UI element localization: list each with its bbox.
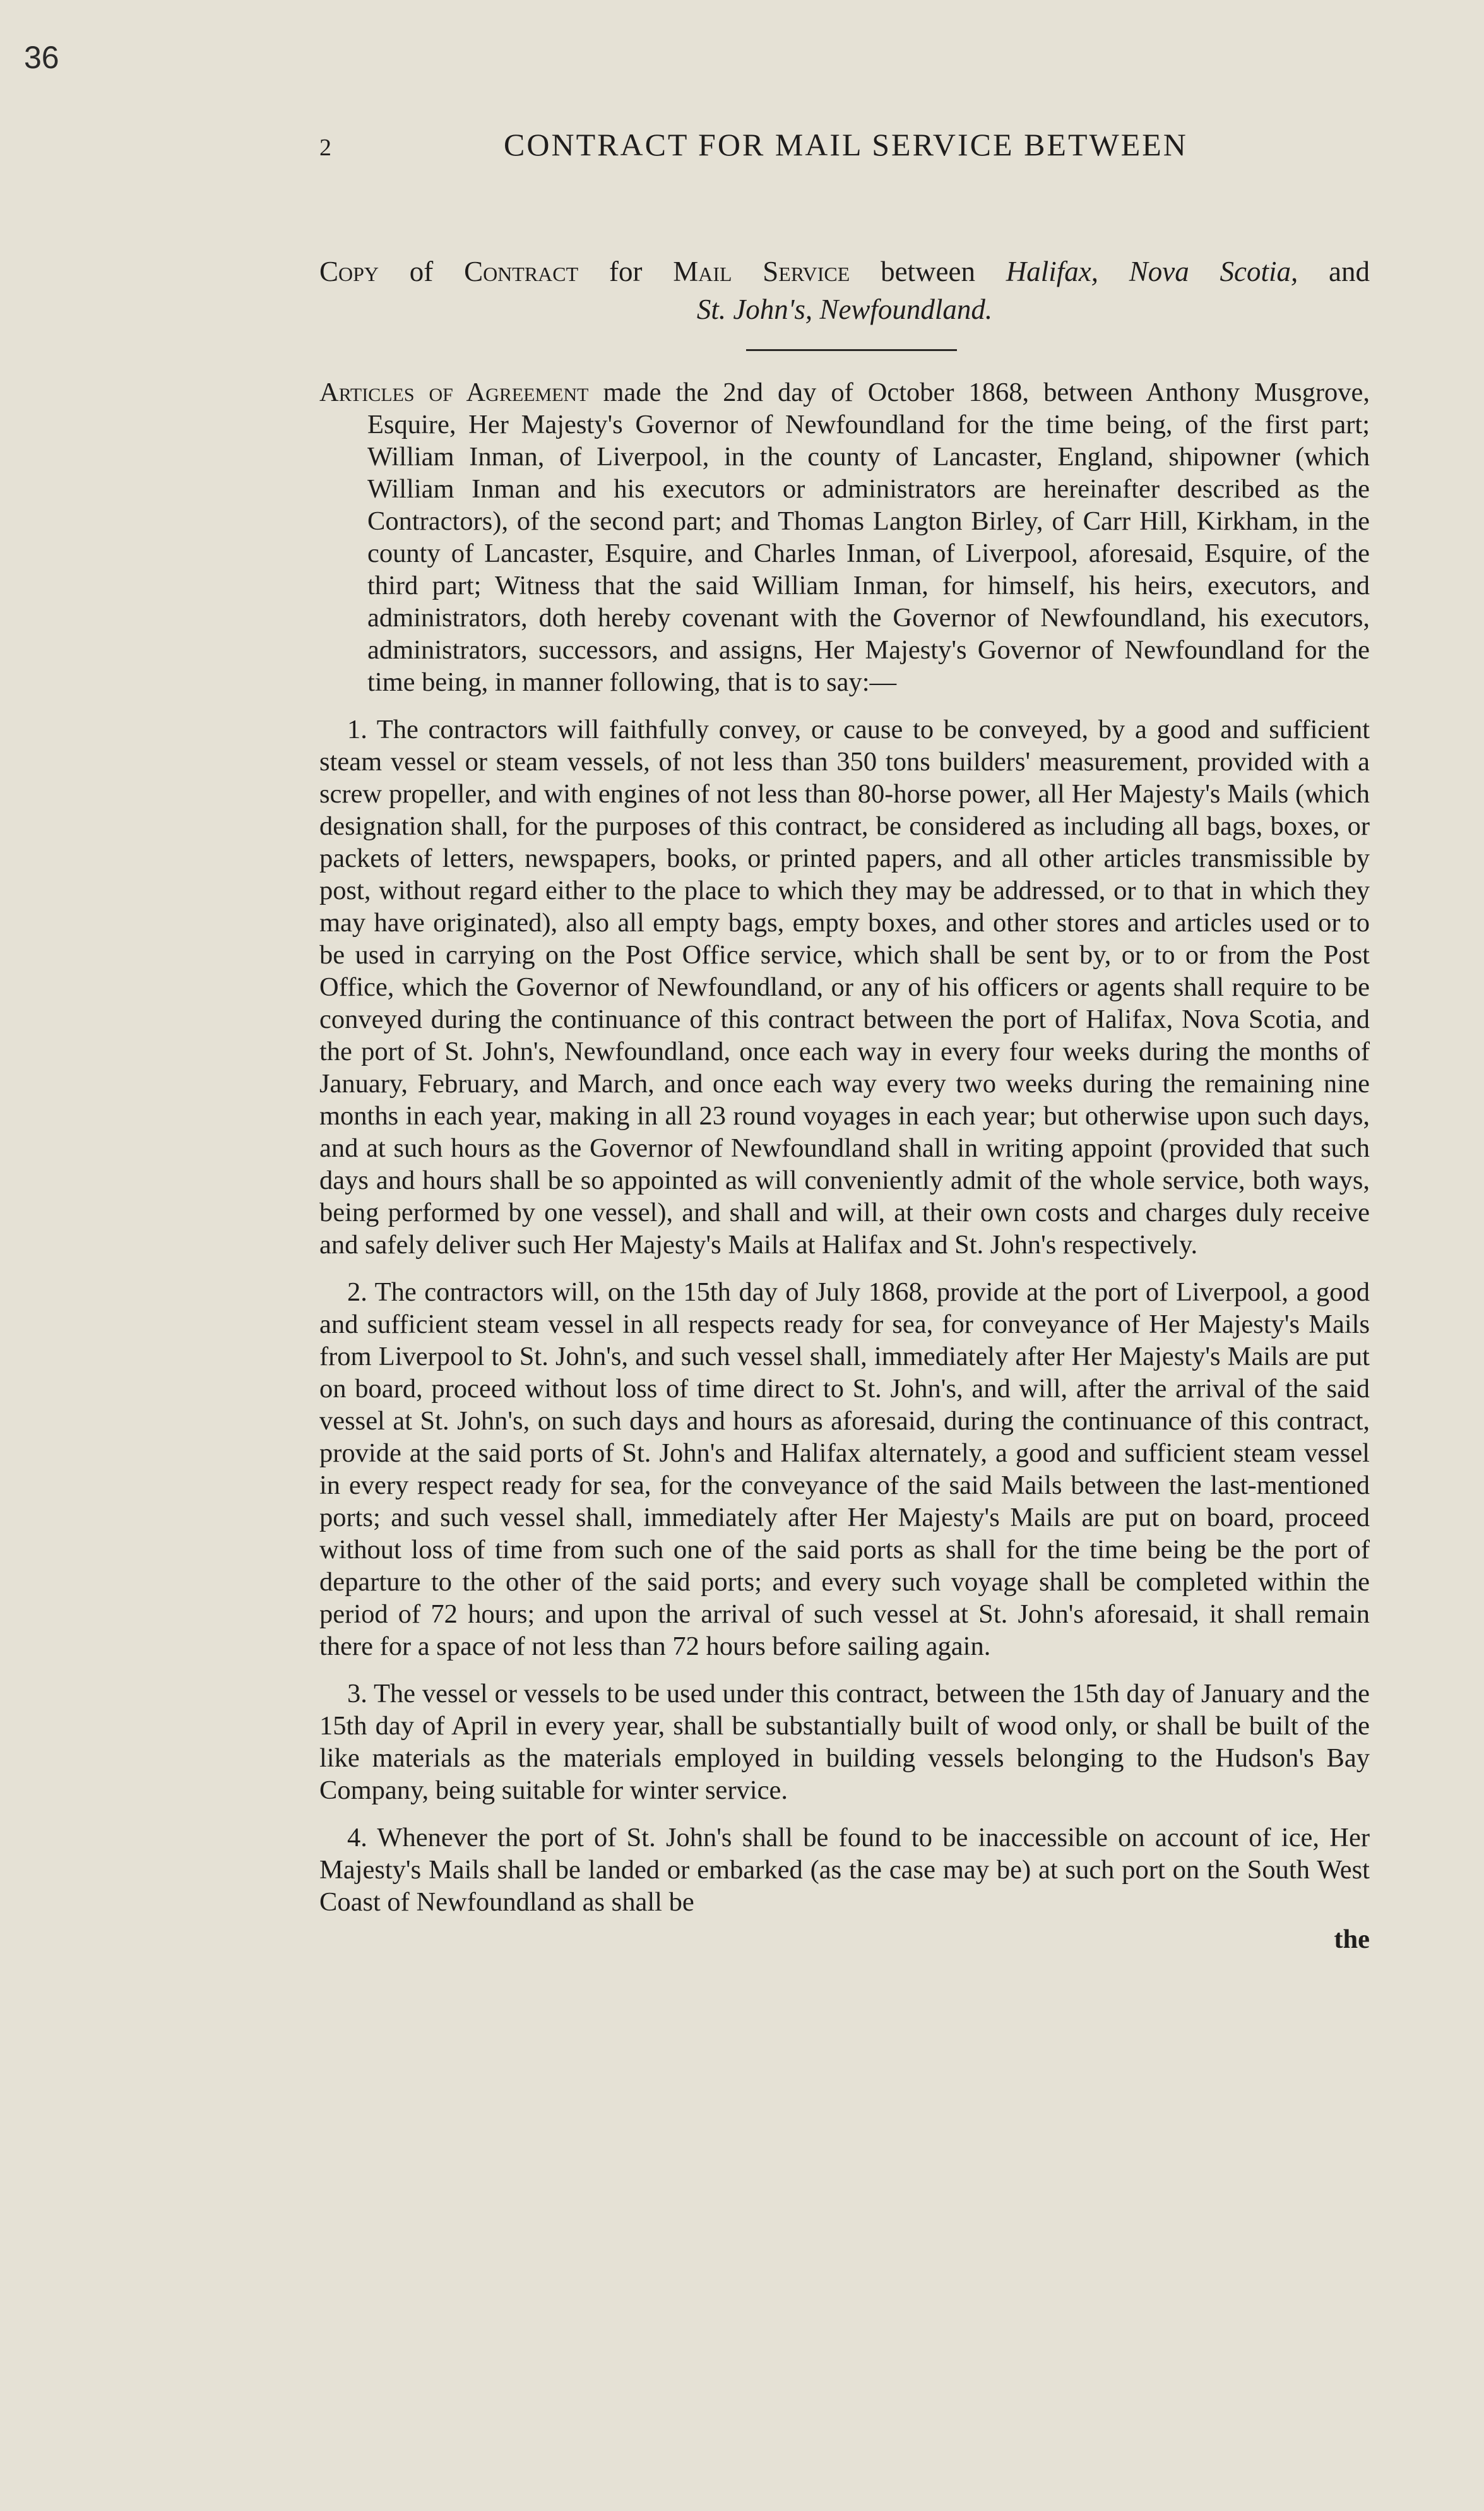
contract-body <box>319 376 1370 1955</box>
clause-1: 1. The contractors will faithfully convey, or cause to be conveyed, by a good and sufficient steam vessel or steam vessels, of not less than 350 tons builders' measurement, provided with a screw propeller, and with engines of not less than 80-horse power, all Her Majesty's Mails (which designation shall, for the purposes of this contract, be considered as including all bags, boxes, or packets of letters, newspapers, books, or printed papers, and all other articles transmissible by post, without regard either to the place to which they may be addressed, or to that in which they may have originated), also all empty bags, empty boxes, and other stores and articles used or to be used in carrying on the Post Office service, which shall be sent by, or to or from the Post Office, which the Governor of Newfoundland, or any of his officers or agents shall require to be conveyed during the continuance of this contract between the port of Halifax, Nova Scotia, and the port of St. John's, Newfoundland, once each way in every four weeks during the months of January, February, and March, and once each way every two weeks during the remaining nine months in each year, making in all 23 round voyages in each year; but otherwise upon such days, and at such hours as the Governor of Newfoundland shall in writing appoint (provided that such days and hours shall be so appointed as will conveniently admit of the whole service, both ways, being performed by one vessel), and shall and will, at their own costs and charges duly receive and safely deliver such Her Majesty's Mails at Halifax and St. John's respectively. <box>319 715 1370 1260</box>
articles-text: made the 2nd day of October 1868, between Anthony Musgrove, Esquire, Her Majesty's Governor of Newfoundland for the time being, of the first part; William Inman, of Liverpool, in the county of Lancaster, England, shipowner (which William Inman and his executors or administrators are hereinafter described as the Contractors), of the second part; and Thomas Langton Birley, of Carr Hill, Kirkham, in the county of Lancaster, Esquire, and Charles Inman, of Liverpool, aforesaid, Esquire, of the third part; Witness that the said William Inman, for himself, his heirs, executors, and administrators, doth hereby covenant with the Governor of Newfoundland, his executors, administrators, successors, and assigns, Her Majesty's Governor of Newfoundland for the time being, in manner following, that is to say:— <box>367 378 1370 697</box>
folio-number: 2 <box>319 134 331 161</box>
heading-line-2: St. John's, Newfoundland. <box>696 294 993 325</box>
document-heading <box>319 253 1370 328</box>
heading-space-2 <box>1098 256 1129 287</box>
heading-for: for <box>578 256 674 287</box>
articles-of-agreement <box>319 376 1370 698</box>
articles-lead: Articles of Agreement <box>319 378 589 407</box>
heading-mail: Mail <box>673 256 732 287</box>
heading-and: and <box>1298 256 1370 287</box>
clause-3: 3. The vessel or vessels to be used under this contract, between the 15th day of January and the 15th day of April in every year, shall be substantially built of wood only, or shall be built of the like materials as the materials employed in building vessels belonging to the Hudson's Bay Company, being suitable for winter service. <box>319 1679 1370 1805</box>
heading-contract: Contract <box>464 256 579 287</box>
heading-of: of <box>379 256 465 287</box>
heading-halifax: Halifax, <box>1006 256 1098 287</box>
heading-between: between <box>850 256 1006 287</box>
heading-space-1 <box>732 256 763 287</box>
heading-nova-scotia: Nova Scotia, <box>1129 256 1298 287</box>
running-head <box>319 126 1370 170</box>
running-head-title: CONTRACT FOR MAIL SERVICE BETWEEN <box>504 127 1188 162</box>
heading-copy: Copy <box>319 256 379 287</box>
catchword: the <box>1334 1924 1370 1954</box>
heading-divider <box>746 349 957 351</box>
heading-line-1 <box>319 253 1370 290</box>
scan-page-number: 36 <box>24 40 59 75</box>
heading-service: Service <box>763 256 850 287</box>
clause-2: 2. The contractors will, on the 15th day of July 1868, provide at the port of Liverpool, a good and sufficient steam vessel in all respects ready for sea, for conveyance of Her Majesty's Mails from Liverpool to St. John's, and such vessel shall, immediately after Her Majesty's Mails are put on board, proceed without loss of time direct to St. John's, and will, after the arrival of the said vessel at St. John's, on such days and hours as aforesaid, during the continuance of this contract, provide at the said ports of St. John's and Halifax alternately, a good and sufficient steam vessel in every respect ready for sea, for the conveyance of the said Mails between the last-mentioned ports; and such vessel shall, immediately after Her Majesty's Mails are put on board, proceed without loss of time from such one of the said ports as shall for the time being be the port of departure to the other of the said ports; and every such voyage shall be completed within the period of 72 hours; and upon the arrival of such vessel at St. John's aforesaid, it shall remain there for a space of not less than 72 hours before sailing again. <box>319 1277 1370 1661</box>
clause-4: 4. Whenever the port of St. John's shall be found to be inaccessible on account of ice, Her Majesty's Mails shall be landed or embarked (as the case may be) at such port on the South West Coast of Newfoundland as shall be <box>319 1823 1370 1917</box>
